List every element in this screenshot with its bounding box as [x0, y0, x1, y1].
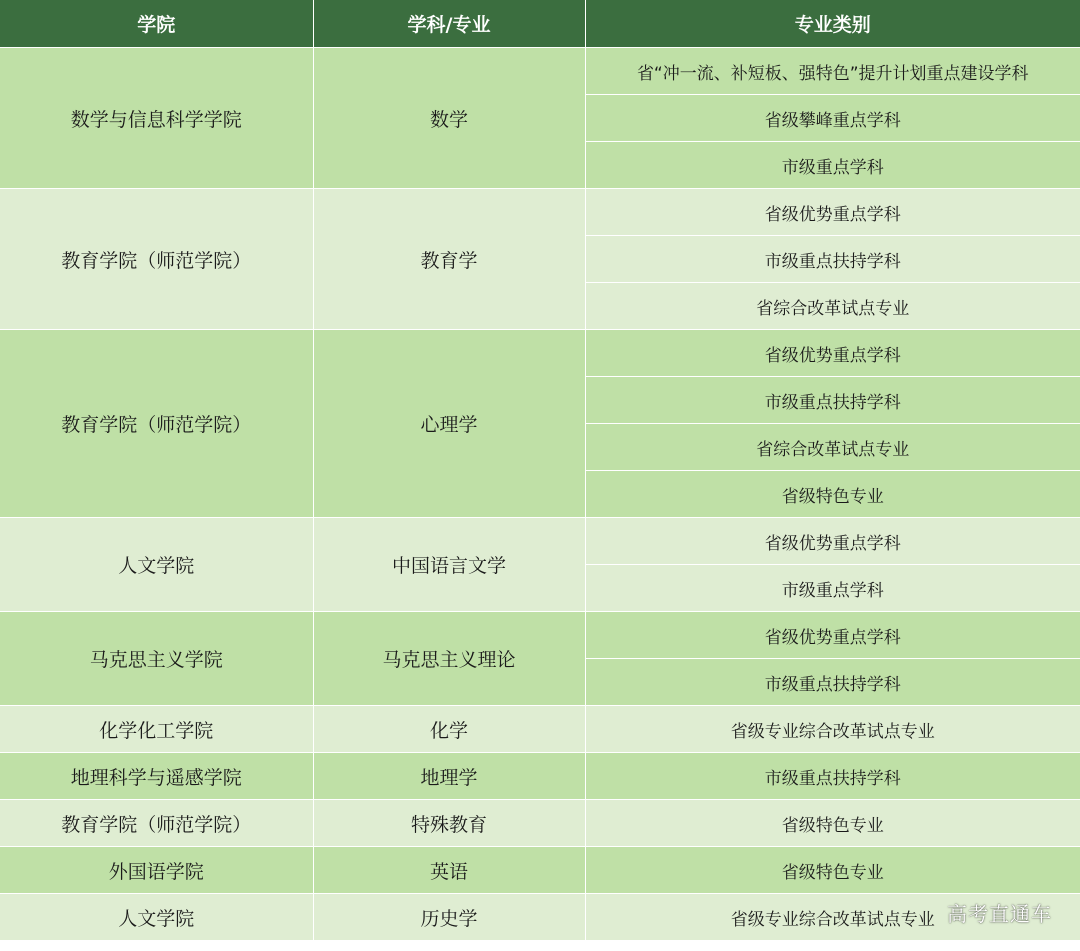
category-cell: 市级重点扶持学科: [585, 236, 1080, 283]
college-cell: 化学化工学院: [0, 706, 313, 753]
category-cell: 省综合改革试点专业: [585, 283, 1080, 330]
category-cell: 省级特色专业: [585, 847, 1080, 894]
category-cell: 市级重点学科: [585, 565, 1080, 612]
table-row: [0, 894, 1080, 941]
category-cell: 省级攀峰重点学科: [585, 95, 1080, 142]
watermark: 高考直通车: [947, 902, 1052, 926]
category-cell: 省级优势重点学科: [585, 612, 1080, 659]
college-cell: 外国语学院: [0, 847, 313, 894]
subject-cell: 历史学: [313, 894, 585, 941]
subject-cell: 心理学: [313, 330, 585, 518]
category-cell: 省级专业综合改革试点专业: [585, 706, 1080, 753]
category-cell: 市级重点扶持学科: [585, 659, 1080, 706]
college-cell: 人文学院: [0, 518, 313, 612]
category-cell: 省级特色专业: [585, 800, 1080, 847]
category-cell: 省“冲一流、补短板、强特色”提升计划重点建设学科: [585, 48, 1080, 95]
college-cell: 马克思主义学院: [0, 612, 313, 706]
category-cell: 市级重点学科: [585, 142, 1080, 189]
college-cell: 地理科学与遥感学院: [0, 753, 313, 800]
header-college: 学院: [0, 0, 313, 48]
table-row: [0, 48, 1080, 95]
subject-cell: 地理学: [313, 753, 585, 800]
subject-cell: 英语: [313, 847, 585, 894]
category-cell: 市级重点扶持学科: [585, 753, 1080, 800]
table-header: [0, 0, 1080, 48]
subject-cell: 数学: [313, 48, 585, 189]
category-cell: 省级特色专业: [585, 471, 1080, 518]
table-row: [0, 330, 1080, 377]
table-row: [0, 518, 1080, 565]
college-cell: 教育学院（师范学院）: [0, 800, 313, 847]
table-row: [0, 189, 1080, 236]
subject-cell: 特殊教育: [313, 800, 585, 847]
college-cell: 人文学院: [0, 894, 313, 941]
table-row: [0, 706, 1080, 753]
table-row: [0, 800, 1080, 847]
college-cell: 教育学院（师范学院）: [0, 330, 313, 518]
subject-cell: 教育学: [313, 189, 585, 330]
category-cell: 省综合改革试点专业: [585, 424, 1080, 471]
category-cell: 省级专业综合改革试点专业: [585, 894, 1080, 941]
category-cell: 省级优势重点学科: [585, 189, 1080, 236]
subject-cell: 化学: [313, 706, 585, 753]
table-row: [0, 612, 1080, 659]
table-row: [0, 847, 1080, 894]
table-row: [0, 753, 1080, 800]
category-cell: 省级优势重点学科: [585, 518, 1080, 565]
subject-cell: 中国语言文学: [313, 518, 585, 612]
category-cell: 市级重点扶持学科: [585, 377, 1080, 424]
subject-cell: 马克思主义理论: [313, 612, 585, 706]
header-category: 专业类别: [585, 0, 1080, 48]
table-body: [0, 48, 1080, 941]
college-cell: 教育学院（师范学院）: [0, 189, 313, 330]
header-subject: 学科/专业: [313, 0, 585, 48]
category-cell: 省级优势重点学科: [585, 330, 1080, 377]
college-cell: 数学与信息科学学院: [0, 48, 313, 189]
